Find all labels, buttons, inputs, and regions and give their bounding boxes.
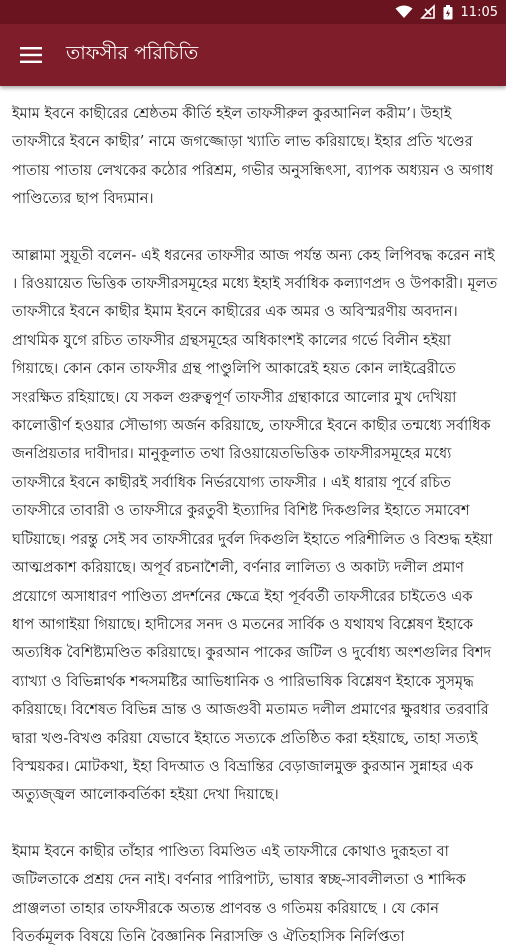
article-content[interactable] bbox=[0, 86, 506, 945]
wifi-icon bbox=[395, 5, 413, 19]
app-bar bbox=[0, 24, 506, 86]
hamburger-menu-button[interactable] bbox=[0, 24, 62, 86]
page-title: তাফসীর পরিচিতি bbox=[66, 42, 199, 64]
battery-icon bbox=[443, 5, 453, 20]
paragraph: আল্লামা সুয়ূতী বলেন- এই ধরনের তাফসীর আজ পর্যন্ত অন্য কেহ লিপিবদ্ধ করেন নাই । রিওয়ায়েত ভিত্তিক তাফসীরসমূহের মধ্যে ইহাই সর্বাধিক কল্যাণপ্রদ ও উপকারী। মূলত তাফসীরে ইবনে কাছীর ইমাম ইবনে কাছীরের এক অমর ও অবিস্মরণীয় অবদান। প্রাথমিক যুগে রচিত তাফসীর গ্রন্থসমূহের অধিকাংশই কালের গর্ভে বিলীন হইয়া গিয়াছে। কোন কোন তাফসীর গ্রন্থ পাণ্ডুলিপি আকারেই হয়ত কোন লাইব্রেরীতে সংরক্ষিত রহিয়াছে। যে সকল গুরুত্বপূর্ণ তাফসীর গ্রন্থাকারে আলোর মুখ দেখিয়া কালোত্তীর্ণ হওয়ার সৌভাগ্য অর্জন করিয়াছে, তাফসীরে ইবনে কাছীর তন্মধ্যে সর্বাধিক জনপ্রিয়তার দাবীদার। মানুকূলাত তথা রিওয়ায়েতভিত্তিক তাফসীরসমূহের মধ্যে তাফসীরে ইবনে কাছীরই সর্বাধিক নির্ভরযোগ্য তাফসীর । এই ধারায় পূর্বে রচিত তাফসীরে তাবারী ও তাফসীরে কুরতুবী ইত্যাদির বিশিষ্ট দিকগুলির ইহাতে সমাবেশ ঘটিয়াছে। পরন্তু সেই সব তাফসীরের দুর্বল দিকগুলি ইহাতে পরিশীলিত ও বিশুদ্ধ হইয়া আত্মপ্রকাশ করিয়াছে। অপূর্ব রচনাশৈলী, বর্ণনার লালিত্য ও অকাট্য দলীল প্রমাণ প্রয়োগে অসাধারণ পাণ্ডিত্য প্রদর্শনের ক্ষেত্রে ইহা পূর্ববর্তী তাফসীরের চাইতেও এক ধাপ আগাইয়া গিয়াছে। হাদীসের সনদ ও মতনের সার্বিক ও যথাযথ বিশ্লেষণ ইহাকে অত্যধিক বৈশিষ্ট্যমণ্ডিত করিয়াছে। কুরআন পাকের জটিল ও দুর্বোধ্য অংশগুলির বিশদ ব্যাখ্যা ও বিভিন্নার্থক শব্দসমষ্টির আভিধানিক ও পারিভাষিক বিশ্লেষণ ইহাকে সুসমৃদ্ধ করিয়াছে। বিশেষত বিভিন্ন ভ্রান্ত ও আজগুবী মতামত দলীল প্রমাণের ক্ষুরধার তরবারি দ্বারা খণ্ড-বিখণ্ড করিয়া যেভাবে ইহাতে সত্যকে প্রতিষ্ঠিত করা হইয়াছে, তাহা সত্যই বিস্ময়কর। মোটকথা, ইহা বিদআত ও বিভ্রান্তির বেড়াজালমুক্ত কুরআন সুন্নাহর এক অত্যুজ্জ্বল আলোকবর্তিকা হইয়া দেখা দিয়াছে। bbox=[12, 247, 498, 804]
paragraph: ইমাম ইবনে কাছীরের শ্রেষ্ঠতম কীর্তি হইল তাফসীরুল কুরআনিল করীম’। উহাই তাফসীরে ইবনে কাছীর’ নামে জগজ্জোড়া খ্যাতি লাভ করিয়াছে। ইহার প্রতি খণ্ডের পাতায় পাতায় লেখকের কঠোর পরিশ্রম, গভীর অনুসন্ধিৎসা, ব্যাপক অধ্যয়ন ও অগাধ পাণ্ডিত্যের ছাপ বিদ্যমান। bbox=[12, 106, 494, 208]
status-time: 11:05 bbox=[460, 4, 498, 20]
hamburger-menu-icon bbox=[20, 47, 42, 63]
signal-icon bbox=[421, 5, 435, 19]
status-bar bbox=[0, 0, 506, 24]
paragraph: ইমাম ইবনে কাছীর তাঁহার পাণ্ডিত্য বিমণ্ডিত এই তাফসীরে কোথাও দুরূহতা বা জটিলতাকে প্রশ্রয় দেন নাই। বর্ণনার পারিপাট্য, ভাষার স্বচ্ছ-সাবলীলতা ও শাব্দিক প্রাঞ্জলতা তাহার তাফসীরকে অত্যন্ত প্রাণবন্ত ও গতিময় করিয়াছে । যে কোন বিতর্কমূলক বিষয়ে তিনি বৈজ্ঞানিক নিরাসক্তি ও ঐতিহাসিক নির্লিপ্ততা bbox=[12, 843, 466, 945]
